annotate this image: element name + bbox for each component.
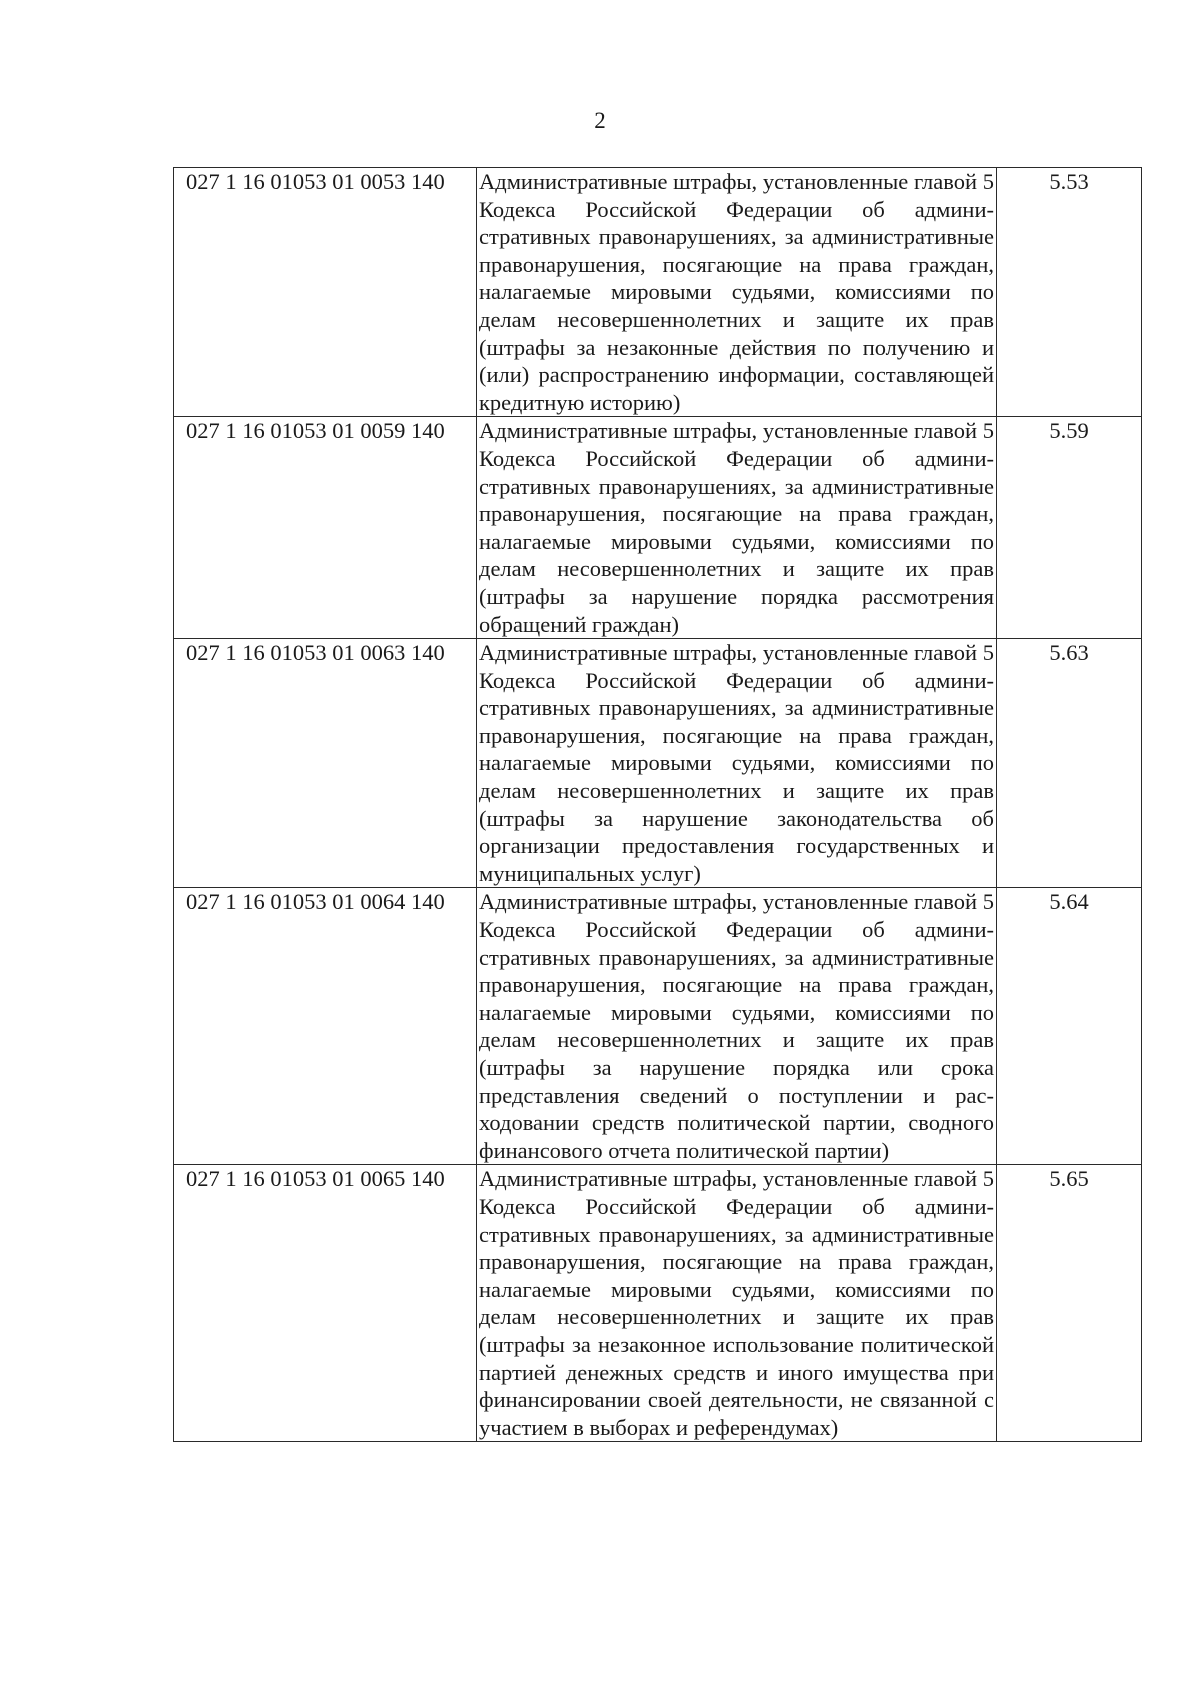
budget-code-cell: 027 1 16 01053 01 0064 140 xyxy=(174,888,477,1165)
page-number: 2 xyxy=(594,108,606,133)
budget-code-cell: 027 1 16 01053 01 0059 140 xyxy=(174,417,477,639)
description-cell: Административные штрафы, установленные главой 5 Кодекса Российской Федерации об административных правонарушениях, за административные правонарушения, посягающие на права граждан, налагаемые мировыми судьями, комиссиями по делам несовершеннолетних и защите их прав (штрафы за нарушение порядка или срока представления сведений о поступлении и расходовании средств политической партии, сводного финансового отчета политической партии) xyxy=(477,888,997,1165)
description-cell: Административные штрафы, установленные главой 5 Кодекса Российской Федерации об административных правонарушениях, за административные правонарушения, посягающие на права граждан, налагаемые мировыми судьями, комиссиями по делам несовершеннолетних и защите их прав (штрафы за незаконное использование политической партией денежных средств и иного имущества при финансировании своей деятельности, не связанной с участием в выборах и референдумах) xyxy=(477,1165,997,1442)
budget-code-cell: 027 1 16 01053 01 0065 140 xyxy=(174,1165,477,1442)
article-cell: 5.59 xyxy=(997,417,1142,639)
table-row xyxy=(174,888,1142,1165)
budget-code-cell: 027 1 16 01053 01 0053 140 xyxy=(174,168,477,417)
table-row xyxy=(174,639,1142,888)
description-cell: Административные штрафы, установленные главой 5 Кодекса Российской Федерации об административных правонарушениях, за административные правонарушения, посягающие на права граждан, налагаемые мировыми судьями, комиссиями по делам несовершеннолетних и защите их прав (штрафы за незаконные действия по получению и (или) распространению информации, составляющей кредитную историю) xyxy=(477,168,997,417)
budget-code-cell: 027 1 16 01053 01 0063 140 xyxy=(174,639,477,888)
table-row xyxy=(174,168,1142,417)
table-row xyxy=(174,1165,1142,1442)
budget-codes-table xyxy=(173,167,1142,1442)
table-row xyxy=(174,417,1142,639)
article-cell: 5.64 xyxy=(997,888,1142,1165)
article-cell: 5.65 xyxy=(997,1165,1142,1442)
article-cell: 5.53 xyxy=(997,168,1142,417)
article-cell: 5.63 xyxy=(997,639,1142,888)
description-cell: Административные штрафы, установленные главой 5 Кодекса Российской Федерации об административных правонарушениях, за административные правонарушения, посягающие на права граждан, налагаемые мировыми судьями, комиссиями по делам несовершеннолетних и защите их прав (штрафы за нарушение порядка рассмотрения обращений граждан) xyxy=(477,417,997,639)
description-cell: Административные штрафы, установленные главой 5 Кодекса Российской Федерации об административных правонарушениях, за административные правонарушения, посягающие на права граждан, налагаемые мировыми судьями, комиссиями по делам несовершеннолетних и защите их прав (штрафы за нарушение законодательства об организации предоставления государственных и муниципальных услуг) xyxy=(477,639,997,888)
